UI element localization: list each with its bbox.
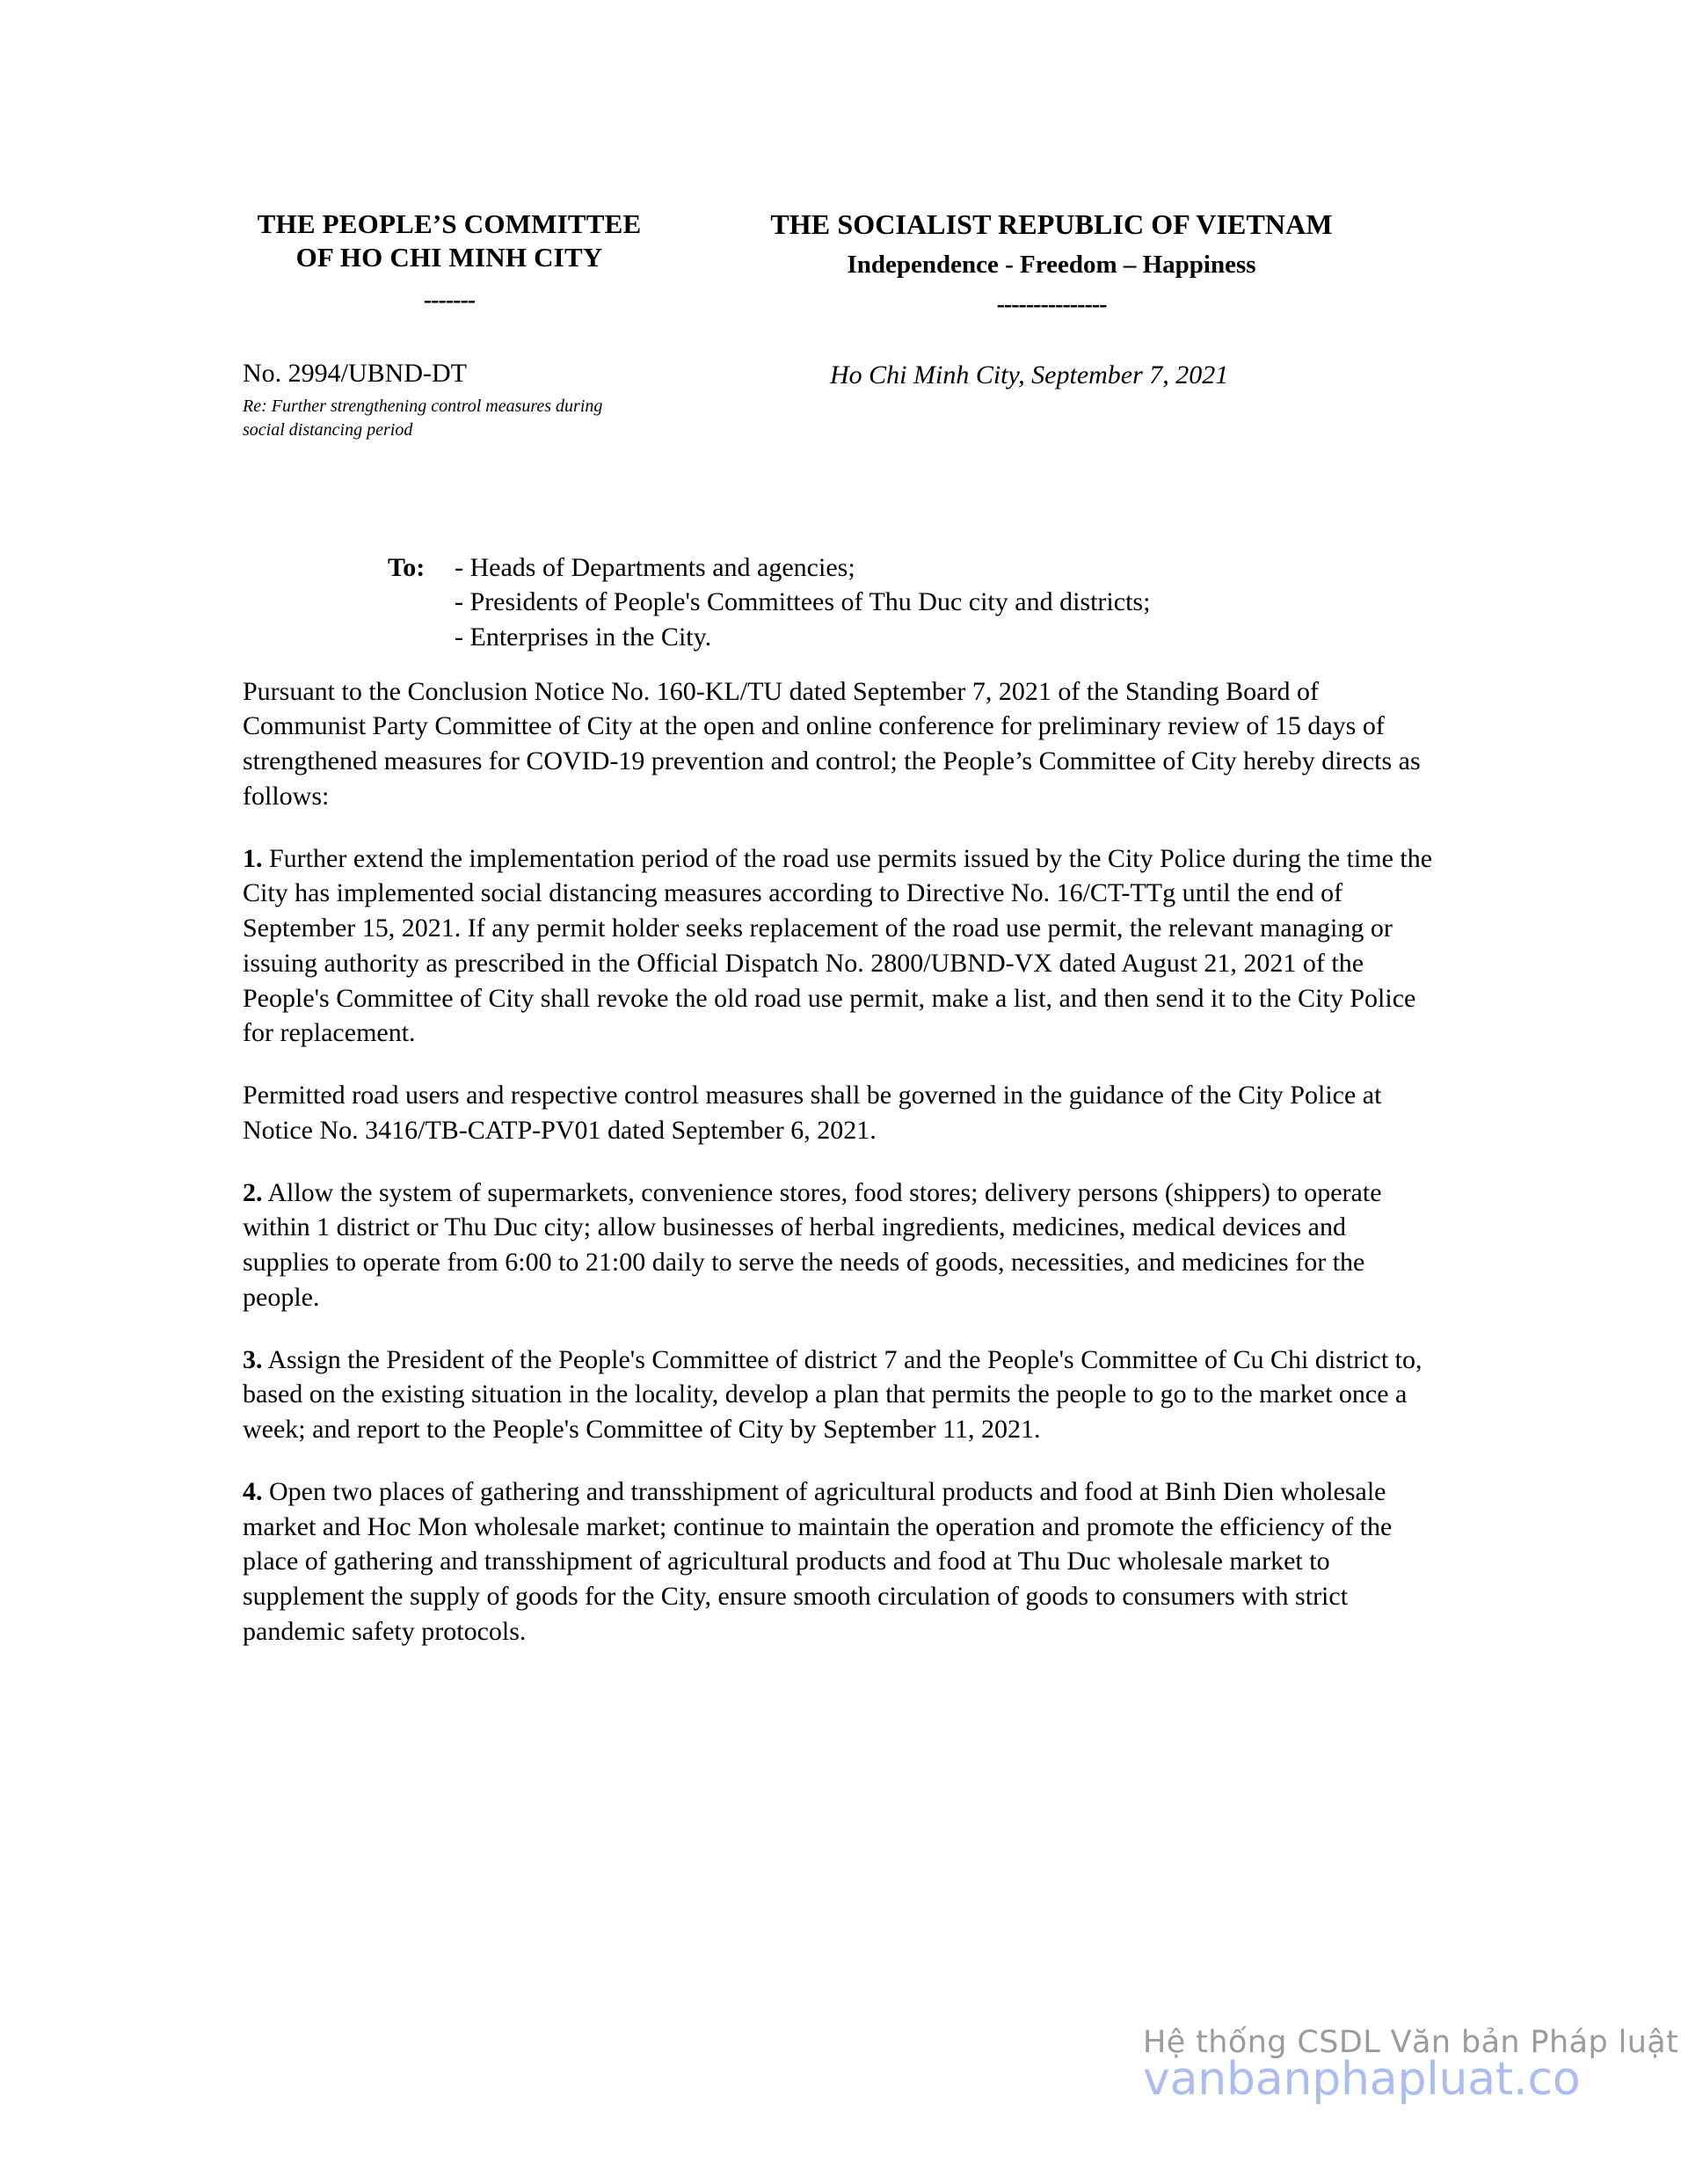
article-text: Open two places of gathering and transshipment of agricultural products and food at Binh Dien wholesale market and Hoc Mon wholesale market; continue to maintain the operation and promote the efficiency of the place of gathering and transshipment of agricultural products and food at Thu Duc wholesale market to supplement the supply of goods for the City, ensure smooth circulation of goods to consumers with strict pandemic safety protocols. <box>243 1476 1393 1646</box>
list-item: - Heads of Departments and agencies; <box>455 552 855 582</box>
issuing-body-block <box>243 207 656 313</box>
list-item: - Presidents of People's Committees of Thu Duc city and districts; <box>455 587 1151 617</box>
document-body <box>243 674 1438 1649</box>
list-item: - Enterprises in the City. <box>455 622 712 652</box>
recipients-label: To: <box>388 552 426 582</box>
article-text: Permitted road users and respective control measures shall be governed in the guidance of the City Police at Notice No. 3416/TB-CATP-PV01 dated September 6, 2021. <box>243 1081 1382 1145</box>
article-number: 1. <box>243 843 263 873</box>
article-paragraph <box>243 1343 1438 1447</box>
article-paragraph <box>243 1078 1438 1148</box>
national-title: THE SOCIALIST REPUBLIC OF VIETNAM <box>770 208 1333 240</box>
issuing-body-divider: ------- <box>423 286 476 314</box>
article-paragraph <box>243 1474 1438 1649</box>
national-motto: Independence - Freedom – Happiness <box>847 251 1256 280</box>
document-number: No. 2994/UBND-DT <box>243 359 467 389</box>
watermark-domain: vanbanphapluat.co <box>1143 2052 1581 2106</box>
document-number-block <box>243 358 805 443</box>
article-text: Allow the system of supermarkets, convenience stores, food stores; delivery persons (shippers) to operate within 1 district or Thu Duc city; allow businesses of herbal ingredients, medicines, medical devices and supplies to operate from 6:00 to 21:00 daily to serve the needs of goods, necessities, and medicines for the people. <box>243 1177 1382 1312</box>
document-content <box>243 207 1438 1649</box>
article-text: Further extend the implementation period of the road use permits issued by the City Police during the time the City has implemented social distancing measures according to Directive No. 16/CT-TTg until the end of September 15, 2021. If any permit holder seeks replacement of the road use permit, the relevant managing or issuing authority as prescribed in the Official Dispatch No. 2800/UBND-VX dated August 21, 2021 of the People's Committee of City shall revoke the old road use permit, make a list, and then send it to the City Police for replacement. <box>243 843 1433 1048</box>
recipients-block <box>388 550 1438 655</box>
issuing-body-name: THE PEOPLE’S COMMITTEE OF HO CHI MINH CITY <box>257 208 642 273</box>
national-divider: --------------- <box>996 291 1107 319</box>
place-and-date: Ho Chi Minh City, September 7, 2021 <box>830 360 1229 390</box>
article-number: 3. <box>243 1344 263 1374</box>
article-number: 4. <box>243 1476 263 1506</box>
national-heading-block <box>656 207 1438 317</box>
preamble-paragraph: Pursuant to the Conclusion Notice No. 160-KL/TU dated September 7, 2021 of the Standing Board of Communist Party Committee of City at the open and online conference for preliminary review of 15 days of strengthened measures for COVID-19 prevention and control; the People’s Committee of City hereby directs as follows: <box>243 676 1421 811</box>
article-paragraph <box>243 1176 1438 1315</box>
article-text: Assign the President of the People's Committee of district 7 and the People's Committee of Cu Chi district to, based on the existing situation in the locality, develop a plan that permits the people to go to the market once a week; and report to the People's Committee of City by September 11, 2021. <box>243 1344 1422 1445</box>
recipients-list <box>455 550 1193 655</box>
document-subject: Re: Further strengthening control measures during social distancing period <box>243 396 603 440</box>
article-number: 2. <box>243 1177 263 1207</box>
watermark-tagline: Hệ thống CSDL Văn bản Pháp luật <box>1143 2025 1679 2060</box>
document-masthead <box>243 207 1438 317</box>
site-watermark <box>1143 2025 1679 2106</box>
document-reference-line <box>243 358 1438 443</box>
article-paragraph <box>243 841 1438 1052</box>
